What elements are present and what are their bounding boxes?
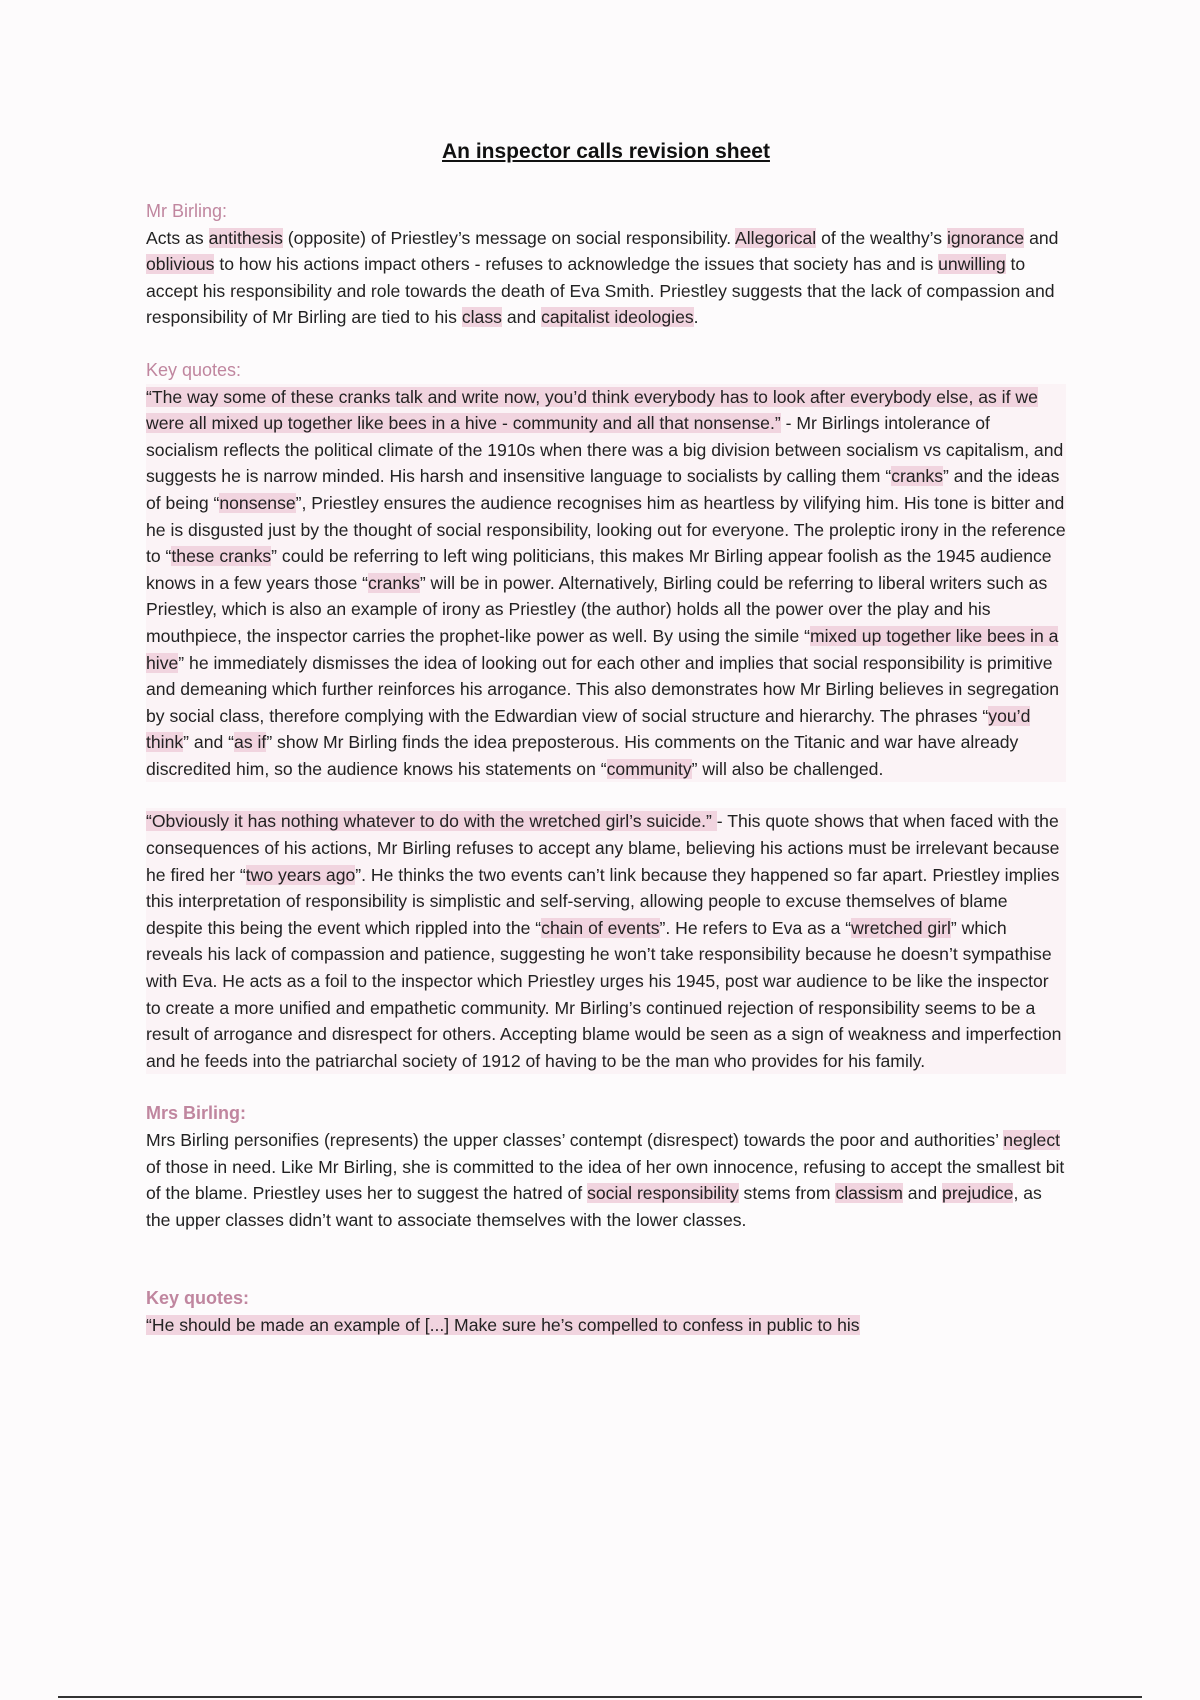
body-text: and — [501, 307, 542, 328]
highlighted-text: you’d think — [146, 705, 1031, 753]
body-text: Mrs Birling personifies (represents) the upper classes’ contempt (disrespect) towards the poor and authorities’ — [146, 1130, 1004, 1150]
body-text: ”. He thinks the two events can’t link because they happened so far apart. Priestley implies this interpretation of responsibility is simplistic and self-serving, allowing people to excuse themselves of blame despite this being the event which rippled into the “ — [146, 864, 1060, 938]
highlighted-text: classism — [835, 1183, 903, 1204]
body-text: stems from — [738, 1183, 836, 1204]
document-page — [146, 140, 1066, 1339]
body-text: ” and “ — [183, 732, 235, 753]
highlighted-text: mixed up together like bees in a hive — [146, 625, 1059, 673]
highlighted-text: ignorance — [946, 227, 1025, 248]
mr-birling-intro — [146, 225, 1066, 331]
mrs-birling-quote-1 — [146, 1312, 1066, 1339]
body-text: . — [693, 307, 699, 328]
body-text: ”, Priestley ensures the audience recognises him as heartless by vilifying him. His tone is bitter and he is disgusted just by the thought of social responsibility, looking out for everyone. The proleptic irony in the reference to “ — [146, 492, 1066, 567]
highlighted-text: community — [606, 758, 692, 779]
mrs-birling-intro — [146, 1127, 1066, 1233]
body-text: to accept his responsibility and role towards the death of Eva Smith. Priestley suggests that the lack of compassion and responsibility of Mr Birling are tied to his — [146, 254, 1055, 328]
body-text: ” show Mr Birling finds the idea preposterous. His comments on the Titanic and war have already discredited him, so the audience knows his statements on “ — [146, 732, 1019, 779]
body-text: of the wealthy’s — [816, 227, 947, 248]
highlighted-text: “Obviously it has nothing whatever to do with the wretched girl’s suicide.” — [146, 811, 717, 832]
section-heading-mrs-birling: Mrs Birling: — [146, 1103, 247, 1124]
highlighted-text: cranks — [891, 466, 944, 487]
highlighted-text: capitalist ideologies — [541, 307, 694, 328]
body-text: - This quote shows that when faced with the consequences of his actions, Mr Birling refuses to accept any blame, believing his actions must be irrelevant because he fired her “ — [146, 811, 1060, 885]
key-quotes-heading-mr-birling: Key quotes: — [146, 359, 242, 380]
section-heading-mr-birling: Mr Birling: — [146, 201, 228, 221]
body-text: and — [902, 1183, 943, 1204]
highlighted-text: “The way some of these cranks talk and write now, you’d think everybody has to look after everybody else, as if we were all mixed up together like bees in a hive - community and all that nonsense.” — [146, 386, 1038, 434]
body-text: ”. He refers to Eva as a “ — [659, 917, 852, 938]
highlighted-text: neglect — [1003, 1130, 1060, 1150]
highlighted-text: chain of events — [541, 917, 660, 938]
body-text: to how his actions impact others - refuses to acknowledge the issues that society has and is — [214, 254, 939, 275]
highlighted-text: social responsibility — [587, 1183, 739, 1204]
highlighted-text: unwilling — [938, 254, 1006, 275]
body-text: - Mr Birlings intolerance of socialism reflects the political climate of the 1910s when there was a big division between socialism vs capitalism, and suggests he is narrow minded. His harsh and insensitive language to socialists by calling them “ — [146, 413, 1064, 487]
key-quotes-heading-mrs-birling: Key quotes: — [146, 1288, 250, 1309]
highlighted-text: nonsense — [219, 492, 296, 513]
highlighted-text: wretched girl — [851, 917, 951, 938]
highlighted-text: class — [461, 307, 502, 328]
body-text: , as the upper classes didn’t want to associate themselves with the lower classes. — [146, 1183, 1042, 1230]
document-title: An inspector calls revision sheet — [442, 140, 770, 163]
highlighted-text: oblivious — [146, 254, 215, 275]
highlighted-text: prejudice — [942, 1183, 1014, 1204]
page-bottom-rule — [58, 1696, 1142, 1698]
body-text: and — [1024, 227, 1059, 248]
highlighted-text: these cranks — [171, 546, 272, 567]
highlighted-text: cranks — [367, 572, 420, 593]
highlighted-text: as if — [234, 732, 267, 753]
body-text: (opposite) of Priestley’s message on social responsibility. — [282, 227, 736, 248]
body-text: ” and the ideas of being “ — [146, 466, 1060, 513]
body-text: ” will also be challenged. — [691, 758, 884, 779]
body-text: ” will be in power. Alternatively, Birling could be referring to liberal writers such as Priestley, which is also an example of irony as Priestley (the author) holds all the power over the play and his mouthpiece, the inspector carries the prophet-like power as well. By using the simile “ — [146, 572, 1048, 646]
mr-birling-quote-2-analysis — [146, 808, 1066, 1074]
body-text: ” could be referring to left wing politicians, this makes Mr Birling appear foolish as the 1945 audience knows in a few years those “ — [146, 546, 1052, 593]
highlighted-text: antithesis — [208, 227, 283, 248]
body-text: ” he immediately dismisses the idea of looking out for each other and implies that social responsibility is primitive and demeaning which further reinforces his arrogance. This also demonstrates how Mr Birling believes in segregation by social class, therefore complying with the Edwardian view of social structure and hierarchy. The phrases “ — [146, 652, 1060, 726]
body-text: of those in need. Like Mr Birling, she is committed to the idea of her own innocence, refusing to accept the smallest bit of the blame. Priestley uses her to suggest the hatred of — [146, 1156, 1065, 1204]
mr-birling-quote-1-analysis — [146, 384, 1066, 783]
highlighted-text: “He should be made an example of [...] Make sure he’s compelled to confess in public to his — [146, 1314, 860, 1335]
highlighted-text: Allegorical — [735, 227, 817, 248]
body-text: ” which reveals his lack of compassion and patience, suggesting he won’t take responsibility because he doesn’t sympathise with Eva. He acts as a foil to the inspector which Priestley urges his 1945, post war audience to be like the inspector to create a more unified and empathetic community. Mr Birling’s continued rejection of responsibility seems to be a result of arrogance and disrespect for others. Accepting blame would be seen as a sign of weakness and imperfection and he feeds into the patriarchal society of 1912 of having to be the man who provides for his family. — [146, 917, 1062, 1071]
highlighted-text: two years ago — [245, 864, 356, 885]
body-text: Acts as — [146, 227, 209, 248]
